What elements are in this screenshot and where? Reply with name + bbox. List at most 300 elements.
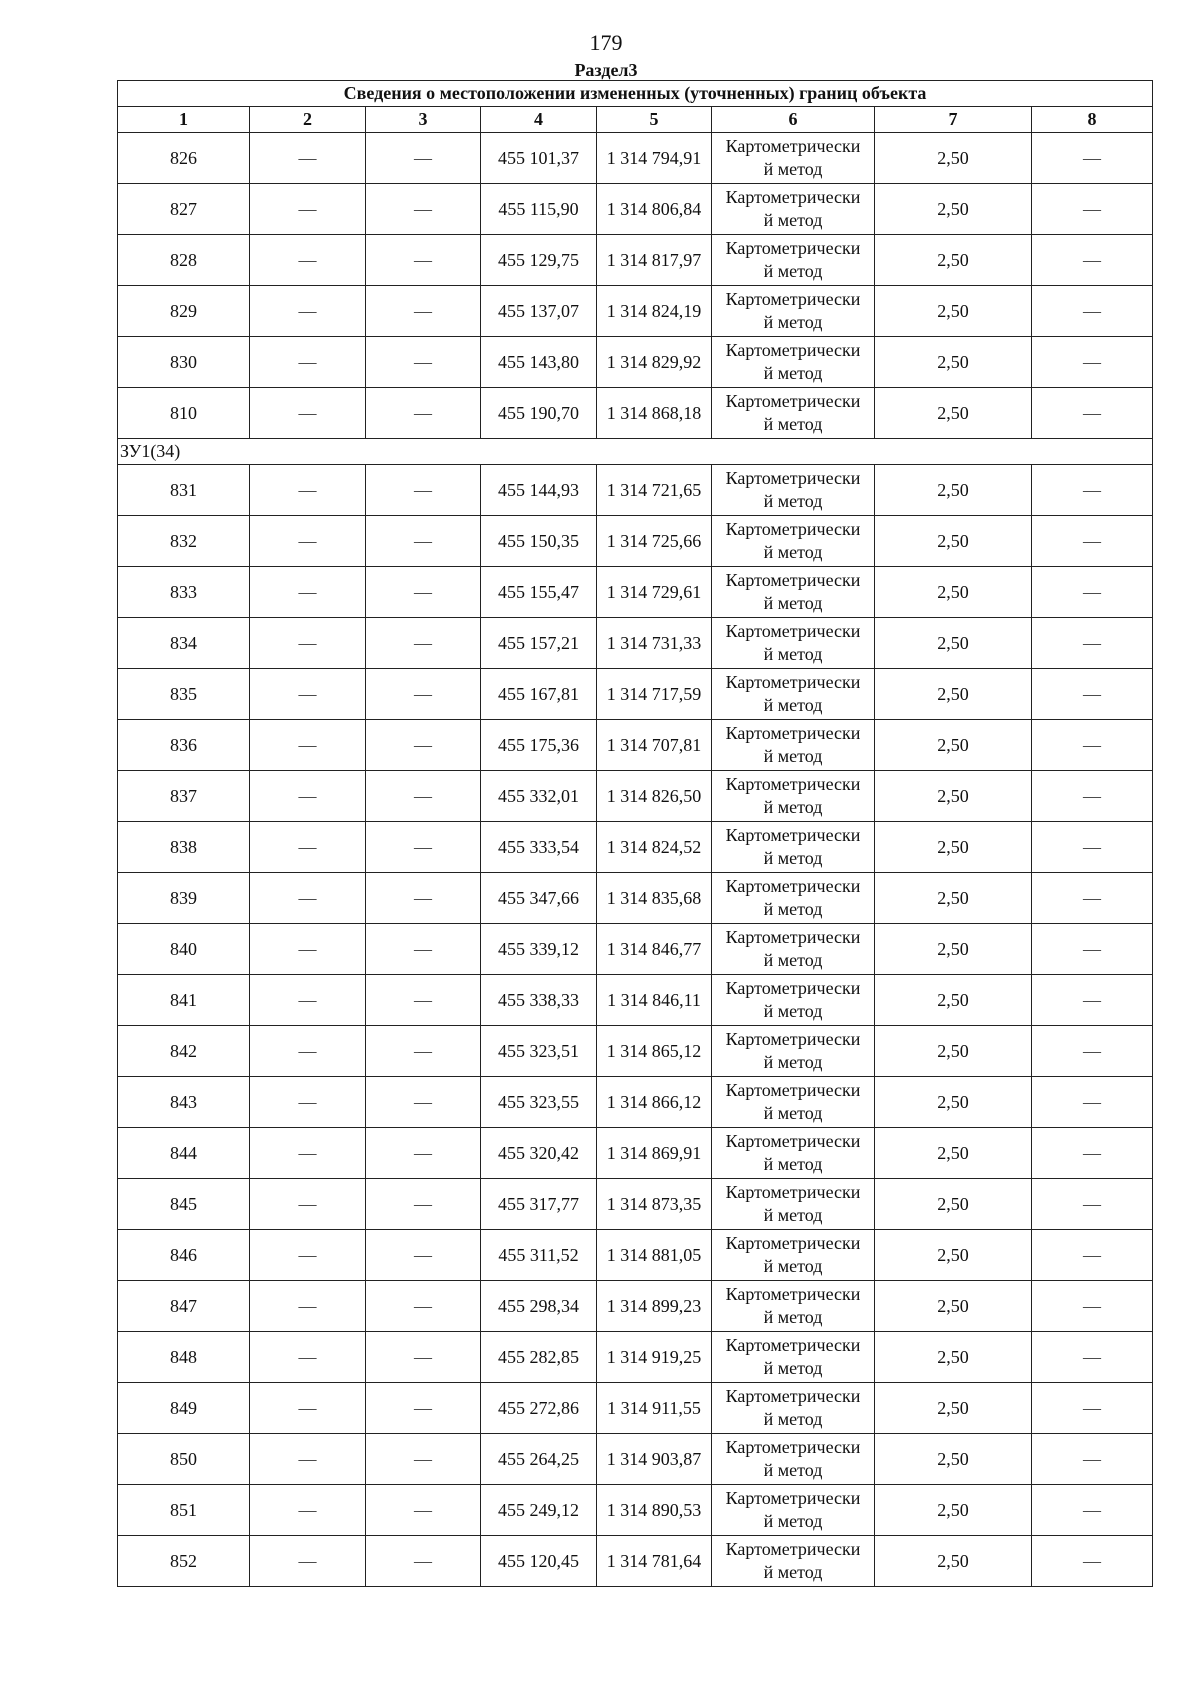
method-cell [712,771,875,822]
accuracy-cell: 2,50 [875,720,1032,771]
method-line-2: й метод [763,312,823,332]
table-row [118,975,1153,1026]
column-2-cell: — [250,516,366,567]
column-2-cell: — [250,618,366,669]
y-coordinate-cell: 1 314 865,12 [597,1026,712,1077]
method-line-2: й метод [763,593,823,613]
column-8-cell: — [1032,465,1153,516]
point-number-cell: 830 [118,337,250,388]
method-line-1: Картометрически [725,136,861,156]
method-line-2: й метод [763,1358,823,1378]
method-line-2: й метод [763,261,823,281]
column-2-cell: — [250,567,366,618]
x-coordinate-cell: 455 272,86 [481,1383,597,1434]
column-2-cell: — [250,133,366,184]
column-2-cell: — [250,669,366,720]
method-line-1: Картометрически [725,1539,861,1559]
column-2-cell: — [250,873,366,924]
method-cell [712,1536,875,1587]
column-3-cell: — [366,873,481,924]
column-2-cell: — [250,1077,366,1128]
column-3-cell: — [366,1536,481,1587]
column-3-cell: — [366,567,481,618]
accuracy-cell: 2,50 [875,516,1032,567]
y-coordinate-cell: 1 314 835,68 [597,873,712,924]
method-line-2: й метод [763,644,823,664]
point-number-cell: 826 [118,133,250,184]
column-8-cell: — [1032,1230,1153,1281]
point-number-cell: 842 [118,1026,250,1077]
method-cell [712,1128,875,1179]
method-line-2: й метод [763,848,823,868]
method-line-2: й метод [763,1562,823,1582]
table-row [118,337,1153,388]
point-number-cell: 839 [118,873,250,924]
accuracy-cell: 2,50 [875,1485,1032,1536]
method-line-1: Картометрически [725,1488,861,1508]
column-3-cell: — [366,618,481,669]
method-line-2: й метод [763,1409,823,1429]
table-row [118,567,1153,618]
method-cell [712,924,875,975]
method-cell [712,1281,875,1332]
method-line-1: Картометрически [725,187,861,207]
table-row [118,618,1153,669]
method-line-1: Картометрически [725,825,861,845]
method-line-1: Картометрически [725,621,861,641]
method-line-1: Картометрически [725,672,861,692]
column-8-cell: — [1032,1026,1153,1077]
column-2-cell: — [250,1332,366,1383]
x-coordinate-cell: 455 120,45 [481,1536,597,1587]
column-number: 7 [875,107,1032,133]
x-coordinate-cell: 455 332,01 [481,771,597,822]
method-line-2: й метод [763,1307,823,1327]
point-number-cell: 837 [118,771,250,822]
x-coordinate-cell: 455 167,81 [481,669,597,720]
point-number-cell: 852 [118,1536,250,1587]
y-coordinate-cell: 1 314 717,59 [597,669,712,720]
column-2-cell: — [250,1485,366,1536]
method-line-2: й метод [763,1511,823,1531]
column-8-cell: — [1032,1485,1153,1536]
column-8-cell: — [1032,388,1153,439]
table-row [118,1026,1153,1077]
point-number-cell: 849 [118,1383,250,1434]
column-number: 2 [250,107,366,133]
table-row [118,388,1153,439]
method-line-2: й метод [763,950,823,970]
y-coordinate-cell: 1 314 903,87 [597,1434,712,1485]
column-number: 6 [712,107,875,133]
column-3-cell: — [366,1026,481,1077]
y-coordinate-cell: 1 314 869,91 [597,1128,712,1179]
column-2-cell: — [250,1434,366,1485]
column-3-cell: — [366,771,481,822]
method-line-2: й метод [763,1052,823,1072]
column-number: 8 [1032,107,1153,133]
column-8-cell: — [1032,133,1153,184]
coordinates-table [117,80,1153,1587]
point-number-cell: 828 [118,235,250,286]
x-coordinate-cell: 455 347,66 [481,873,597,924]
y-coordinate-cell: 1 314 826,50 [597,771,712,822]
point-number-cell: 851 [118,1485,250,1536]
method-cell [712,1434,875,1485]
column-3-cell: — [366,516,481,567]
column-2-cell: — [250,1281,366,1332]
column-8-cell: — [1032,516,1153,567]
method-cell [712,720,875,771]
accuracy-cell: 2,50 [875,771,1032,822]
group-label: ЗУ1(34) [118,439,1153,465]
point-number-cell: 847 [118,1281,250,1332]
column-2-cell: — [250,465,366,516]
x-coordinate-cell: 455 320,42 [481,1128,597,1179]
x-coordinate-cell: 455 338,33 [481,975,597,1026]
table-row [118,873,1153,924]
accuracy-cell: 2,50 [875,567,1032,618]
x-coordinate-cell: 455 323,51 [481,1026,597,1077]
y-coordinate-cell: 1 314 806,84 [597,184,712,235]
method-line-1: Картометрически [725,289,861,309]
column-8-cell: — [1032,1077,1153,1128]
method-cell [712,465,875,516]
column-3-cell: — [366,1128,481,1179]
table-body [118,81,1153,1587]
method-line-1: Картометрически [725,391,861,411]
y-coordinate-cell: 1 314 873,35 [597,1179,712,1230]
column-3-cell: — [366,822,481,873]
column-8-cell: — [1032,286,1153,337]
method-cell [712,1230,875,1281]
x-coordinate-cell: 455 264,25 [481,1434,597,1485]
table-row [118,771,1153,822]
column-3-cell: — [366,924,481,975]
accuracy-cell: 2,50 [875,388,1032,439]
method-line-2: й метод [763,1001,823,1021]
method-line-2: й метод [763,695,823,715]
column-2-cell: — [250,184,366,235]
point-number-cell: 810 [118,388,250,439]
accuracy-cell: 2,50 [875,1383,1032,1434]
y-coordinate-cell: 1 314 868,18 [597,388,712,439]
y-coordinate-cell: 1 314 881,05 [597,1230,712,1281]
x-coordinate-cell: 455 282,85 [481,1332,597,1383]
column-3-cell: — [366,1281,481,1332]
column-3-cell: — [366,286,481,337]
point-number-cell: 836 [118,720,250,771]
accuracy-cell: 2,50 [875,1434,1032,1485]
point-number-cell: 827 [118,184,250,235]
column-3-cell: — [366,720,481,771]
table-caption: Сведения о местоположении измененных (уточненных) границ объекта [118,81,1153,107]
method-line-2: й метод [763,159,823,179]
method-cell [712,184,875,235]
y-coordinate-cell: 1 314 890,53 [597,1485,712,1536]
column-3-cell: — [366,1485,481,1536]
column-number: 5 [597,107,712,133]
column-3-cell: — [366,1434,481,1485]
method-line-1: Картометрически [725,1029,861,1049]
y-coordinate-cell: 1 314 729,61 [597,567,712,618]
table-row [118,1281,1153,1332]
method-line-1: Картометрически [725,519,861,539]
column-2-cell: — [250,337,366,388]
column-8-cell: — [1032,235,1153,286]
accuracy-cell: 2,50 [875,235,1032,286]
y-coordinate-cell: 1 314 866,12 [597,1077,712,1128]
column-3-cell: — [366,1383,481,1434]
method-cell [712,337,875,388]
column-8-cell: — [1032,567,1153,618]
column-8-cell: — [1032,1179,1153,1230]
y-coordinate-cell: 1 314 731,33 [597,618,712,669]
point-number-cell: 835 [118,669,250,720]
column-8-cell: — [1032,618,1153,669]
column-2-cell: — [250,1383,366,1434]
table-row [118,822,1153,873]
method-line-2: й метод [763,1205,823,1225]
table-row [118,286,1153,337]
method-line-1: Картометрически [725,570,861,590]
column-2-cell: — [250,1230,366,1281]
method-cell [712,235,875,286]
method-cell [712,822,875,873]
column-2-cell: — [250,1536,366,1587]
method-cell [712,975,875,1026]
method-line-1: Картометрически [725,876,861,896]
column-number: 4 [481,107,597,133]
column-3-cell: — [366,184,481,235]
table-row [118,1077,1153,1128]
point-number-cell: 844 [118,1128,250,1179]
method-line-1: Картометрически [725,340,861,360]
method-line-1: Картометрически [725,927,861,947]
method-line-2: й метод [763,210,823,230]
accuracy-cell: 2,50 [875,1179,1032,1230]
method-line-1: Картометрически [725,1437,861,1457]
x-coordinate-cell: 455 155,47 [481,567,597,618]
table-row [118,1434,1153,1485]
method-cell [712,873,875,924]
accuracy-cell: 2,50 [875,1230,1032,1281]
column-number: 1 [118,107,250,133]
method-cell [712,286,875,337]
accuracy-cell: 2,50 [875,133,1032,184]
column-3-cell: — [366,1332,481,1383]
point-number-cell: 840 [118,924,250,975]
column-8-cell: — [1032,924,1153,975]
y-coordinate-cell: 1 314 707,81 [597,720,712,771]
method-line-1: Картометрически [725,1233,861,1253]
method-line-2: й метод [763,414,823,434]
column-3-cell: — [366,388,481,439]
x-coordinate-cell: 455 115,90 [481,184,597,235]
method-cell [712,516,875,567]
x-coordinate-cell: 455 317,77 [481,1179,597,1230]
y-coordinate-cell: 1 314 911,55 [597,1383,712,1434]
accuracy-cell: 2,50 [875,669,1032,720]
column-8-cell: — [1032,720,1153,771]
y-coordinate-cell: 1 314 721,65 [597,465,712,516]
method-cell [712,388,875,439]
method-cell [712,669,875,720]
method-line-2: й метод [763,746,823,766]
column-8-cell: — [1032,1281,1153,1332]
method-line-1: Картометрически [725,978,861,998]
column-2-cell: — [250,975,366,1026]
method-cell [712,1332,875,1383]
table-row [118,669,1153,720]
column-2-cell: — [250,286,366,337]
table-row [118,1332,1153,1383]
column-3-cell: — [366,133,481,184]
method-cell [712,1383,875,1434]
x-coordinate-cell: 455 339,12 [481,924,597,975]
x-coordinate-cell: 455 249,12 [481,1485,597,1536]
column-2-cell: — [250,924,366,975]
x-coordinate-cell: 455 101,37 [481,133,597,184]
point-number-cell: 845 [118,1179,250,1230]
x-coordinate-cell: 455 157,21 [481,618,597,669]
point-number-cell: 838 [118,822,250,873]
method-line-2: й метод [763,542,823,562]
method-line-1: Картометрически [725,1080,861,1100]
column-2-cell: — [250,235,366,286]
column-8-cell: — [1032,1536,1153,1587]
accuracy-cell: 2,50 [875,1128,1032,1179]
column-8-cell: — [1032,1332,1153,1383]
column-3-cell: — [366,235,481,286]
column-3-cell: — [366,669,481,720]
y-coordinate-cell: 1 314 829,92 [597,337,712,388]
column-8-cell: — [1032,669,1153,720]
column-2-cell: — [250,1179,366,1230]
method-line-2: й метод [763,797,823,817]
x-coordinate-cell: 455 333,54 [481,822,597,873]
table-row [118,1383,1153,1434]
x-coordinate-cell: 455 323,55 [481,1077,597,1128]
accuracy-cell: 2,50 [875,1077,1032,1128]
method-cell [712,618,875,669]
column-2-cell: — [250,388,366,439]
method-line-1: Картометрически [725,1182,861,1202]
point-number-cell: 832 [118,516,250,567]
point-number-cell: 848 [118,1332,250,1383]
method-cell [712,1179,875,1230]
table-row [118,1485,1153,1536]
accuracy-cell: 2,50 [875,465,1032,516]
accuracy-cell: 2,50 [875,924,1032,975]
accuracy-cell: 2,50 [875,975,1032,1026]
column-3-cell: — [366,1179,481,1230]
table-caption-row [118,81,1153,107]
table-row [118,516,1153,567]
column-2-cell: — [250,720,366,771]
accuracy-cell: 2,50 [875,1281,1032,1332]
method-line-1: Картометрически [725,774,861,794]
y-coordinate-cell: 1 314 817,97 [597,235,712,286]
x-coordinate-cell: 455 150,35 [481,516,597,567]
method-line-2: й метод [763,363,823,383]
column-3-cell: — [366,975,481,1026]
point-number-cell: 834 [118,618,250,669]
column-8-cell: — [1032,1128,1153,1179]
point-number-cell: 841 [118,975,250,1026]
x-coordinate-cell: 455 298,34 [481,1281,597,1332]
method-line-1: Картометрически [725,1131,861,1151]
y-coordinate-cell: 1 314 781,64 [597,1536,712,1587]
page-number: 179 [589,30,623,55]
accuracy-cell: 2,50 [875,337,1032,388]
section-title: Раздел3 [574,60,638,80]
table-row [118,720,1153,771]
y-coordinate-cell: 1 314 824,19 [597,286,712,337]
column-2-cell: — [250,771,366,822]
table-row [118,924,1153,975]
column-8-cell: — [1032,822,1153,873]
method-line-1: Картометрически [725,1386,861,1406]
column-3-cell: — [366,1230,481,1281]
column-8-cell: — [1032,771,1153,822]
method-line-1: Картометрически [725,1284,861,1304]
y-coordinate-cell: 1 314 846,77 [597,924,712,975]
accuracy-cell: 2,50 [875,618,1032,669]
method-line-2: й метод [763,1103,823,1123]
y-coordinate-cell: 1 314 846,11 [597,975,712,1026]
table-row [118,1536,1153,1587]
column-3-cell: — [366,1077,481,1128]
method-cell [712,1026,875,1077]
y-coordinate-cell: 1 314 794,91 [597,133,712,184]
x-coordinate-cell: 455 143,80 [481,337,597,388]
table-row [118,1179,1153,1230]
point-number-cell: 831 [118,465,250,516]
x-coordinate-cell: 455 129,75 [481,235,597,286]
table-row [118,184,1153,235]
column-2-cell: — [250,1026,366,1077]
table-row [118,465,1153,516]
point-number-cell: 833 [118,567,250,618]
point-number-cell: 846 [118,1230,250,1281]
column-number: 3 [366,107,481,133]
x-coordinate-cell: 455 144,93 [481,465,597,516]
column-8-cell: — [1032,1383,1153,1434]
table-row [118,133,1153,184]
group-row [118,439,1153,465]
method-line-2: й метод [763,1256,823,1276]
column-8-cell: — [1032,184,1153,235]
x-coordinate-cell: 455 311,52 [481,1230,597,1281]
column-8-cell: — [1032,1434,1153,1485]
method-cell [712,1077,875,1128]
y-coordinate-cell: 1 314 725,66 [597,516,712,567]
accuracy-cell: 2,50 [875,184,1032,235]
accuracy-cell: 2,50 [875,1332,1032,1383]
x-coordinate-cell: 455 175,36 [481,720,597,771]
y-coordinate-cell: 1 314 824,52 [597,822,712,873]
column-8-cell: — [1032,873,1153,924]
x-coordinate-cell: 455 137,07 [481,286,597,337]
point-number-cell: 829 [118,286,250,337]
column-2-cell: — [250,822,366,873]
accuracy-cell: 2,50 [875,873,1032,924]
table-row [118,235,1153,286]
table-row [118,1128,1153,1179]
method-line-1: Картометрически [725,238,861,258]
column-8-cell: — [1032,975,1153,1026]
